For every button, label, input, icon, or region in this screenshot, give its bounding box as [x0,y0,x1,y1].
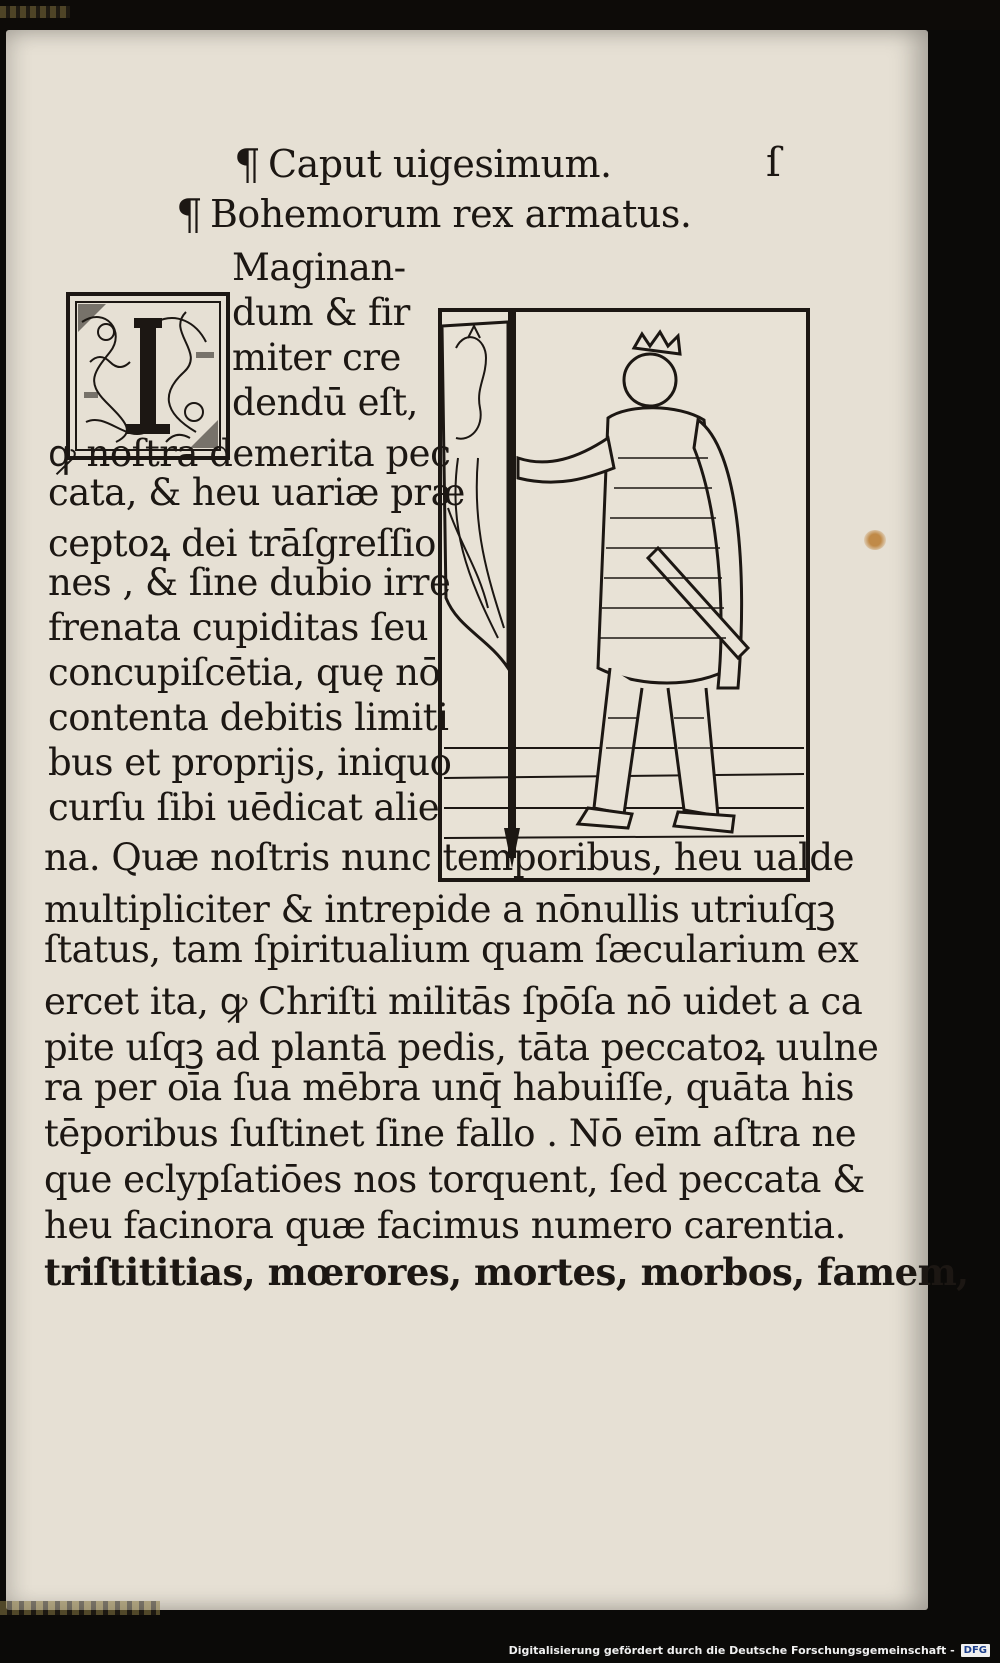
text-line: triſtititias, mœrores, mortes, morbos, famem, [44,1250,969,1294]
book-page [6,30,969,1610]
text-line: ſtatus, tam ſpiritualium quam ſæcularium ex [44,928,859,971]
text-line: ceptoꝝ dei trāſgreſſio [48,522,436,565]
text-line: bus et proprijs, iniquo [48,741,452,784]
pilcrow-icon: ¶ [234,140,261,189]
text-line: dendū eſt, [232,381,418,424]
chapter-title: Caput uigesimum. [268,142,612,186]
text-line: tēporibus ſuſtinet ſine fallo . Nō eīm aſtra ne [44,1112,857,1155]
woodcut-king-illustration [438,308,810,882]
chapter-subtitle: Bohemorum rex armatus. [210,192,692,236]
page-signature: ſ [766,140,781,186]
text-line: dum & fir [232,291,410,334]
pilcrow-icon: ¶ [176,190,203,239]
dfg-logo-icon: DFG [961,1644,990,1657]
text-line: multipliciter & intrepide a nōnullis utriuſqꝫ [44,888,835,931]
text-line: miter cre [232,336,401,379]
paper-stain [864,530,886,550]
text-line: concupiſcētia, quę nō [48,651,441,694]
text-line: ra per oīa ſua mēbra unq̄ habuiſſe, quāta his [44,1066,855,1109]
text-line: Maginan- [232,246,406,289]
text-line: ercet ita, ꝙ Chriſti militās ſpōſa nō uidet a ca [44,980,863,1023]
text-line: heu facinora quæ facimus numero carentia. [44,1204,846,1247]
text-line: cata, & heu uariæ præ [48,471,465,514]
gilt-edge-bottom [0,1601,160,1615]
gilt-edge-top [0,6,70,18]
text-line: curſu ſibi uēdicat alie [48,786,440,829]
digitization-footer [509,1641,990,1659]
footer-credit: Digitalisierung gefördert durch die Deutsche Forschungsgemeinschaft - [508,1643,955,1657]
text-line: contenta debitis limiti [48,696,449,739]
text-line: ꝙ noſtra demerita pec [48,432,451,475]
text-line: frenata cupiditas ſeu [48,606,429,649]
text-line: pite uſqꝫ ad plantā pedis, tāta peccatoꝝ uulne [44,1026,879,1069]
book-edge-top [0,0,1000,30]
text-line: na. Quæ noſtris nunc temporibus, heu ualde [44,836,855,879]
text-line: que eclypſatiōes nos torquent, ſed peccata & [44,1158,865,1201]
text-line: nes , & ſine dubio irre [48,561,451,604]
